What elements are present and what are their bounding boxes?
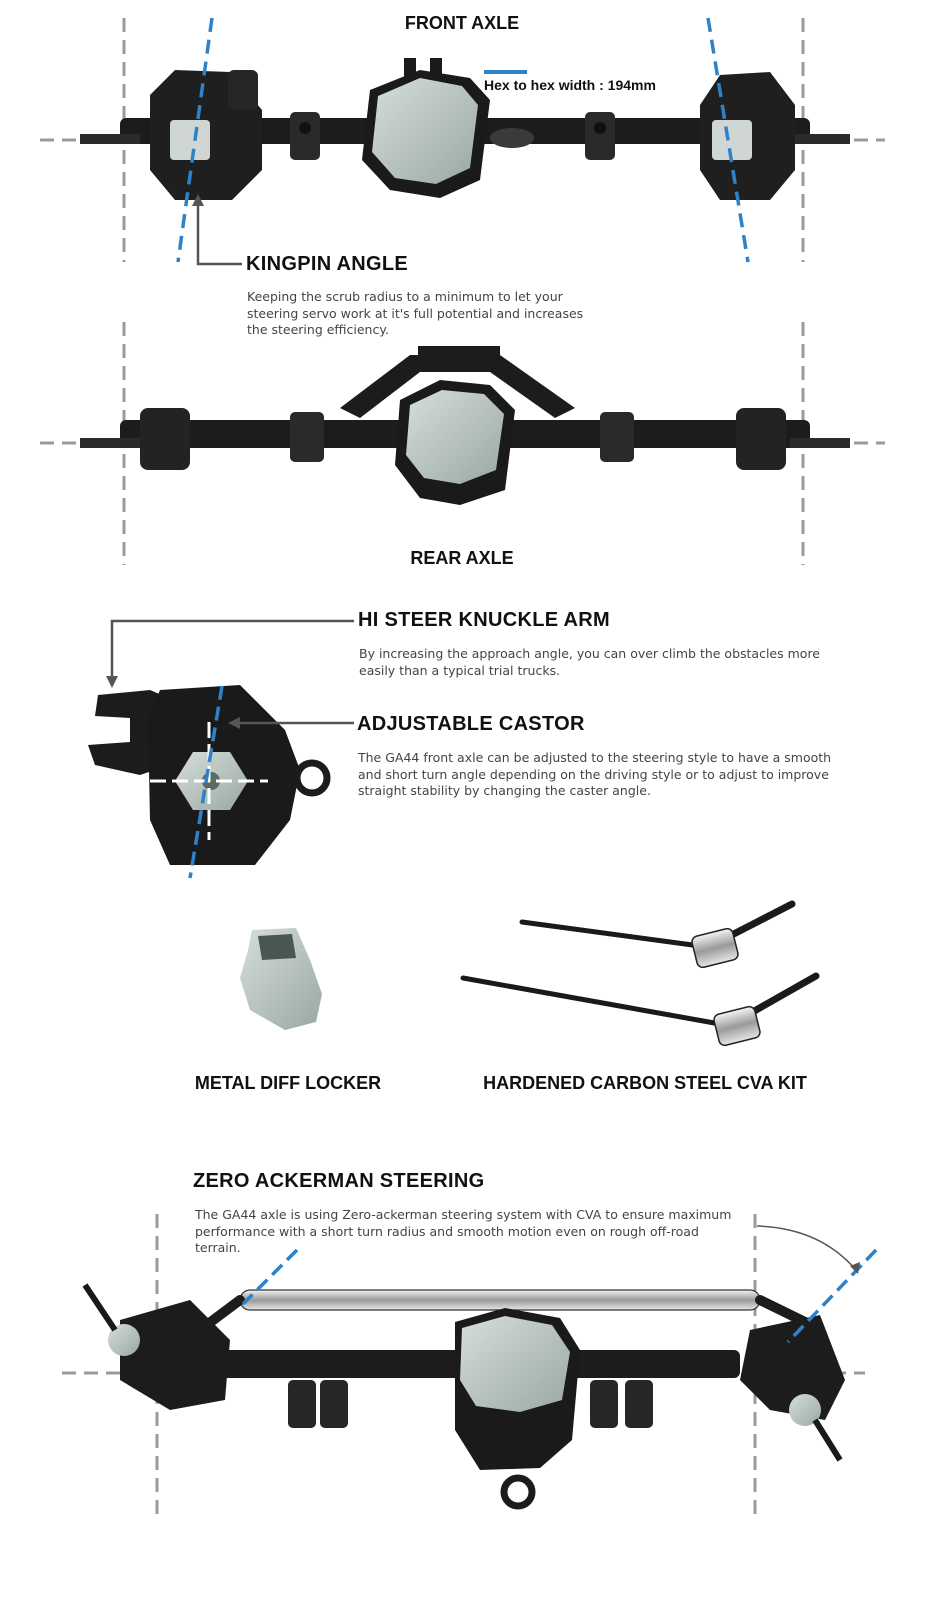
hi-steer-knuckle-description: By increasing the approach angle, you can over climb the obstacles more easily than a typical trial trucks. [359,646,820,678]
adjustable-castor-description: The GA44 front axle can be adjusted to the steering style to have a smooth and short turn angle depending on the driving style or to adjust to improve straight stability by changing the caster angle. [358,750,832,798]
diff-locker-label: METAL DIFF LOCKER [194,1073,382,1093]
rear-axle-illustration [40,322,885,565]
kingpin-angle-title: KINGPIN ANGLE [246,253,409,275]
hi-steer-knuckle-title: HI STEER KNUCKLE ARM [358,609,610,631]
adjustable-castor-title: ADJUSTABLE CASTOR [357,713,585,735]
rear-axle-label: REAR AXLE [410,548,514,568]
kingpin-angle-description: Keeping the scrub radius to a minimum to let your steering servo work at it's full potential and increases the steering efficiency. [247,289,584,337]
front-axle-label: FRONT AXLE [404,13,520,33]
cva-kit-label: HARDENED CARBON STEEL CVA KIT [483,1073,807,1093]
cva-kit-illustration [463,904,816,1047]
front-axle-illustration [40,18,885,264]
zero-ackerman-description: The GA44 axle is using Zero-ackerman steering system with CVA to ensure maximum performance with a short turn radius and smooth motion even on rough off-road terrain. [195,1207,732,1255]
diff-locker-illustration [240,928,322,1030]
ackerman-illustration [62,1214,876,1518]
hex-width-note: Hex to hex width : 194mm [484,77,656,93]
zero-ackerman-title: ZERO ACKERMAN STEERING [193,1170,485,1192]
knuckle-illustration [88,621,354,878]
